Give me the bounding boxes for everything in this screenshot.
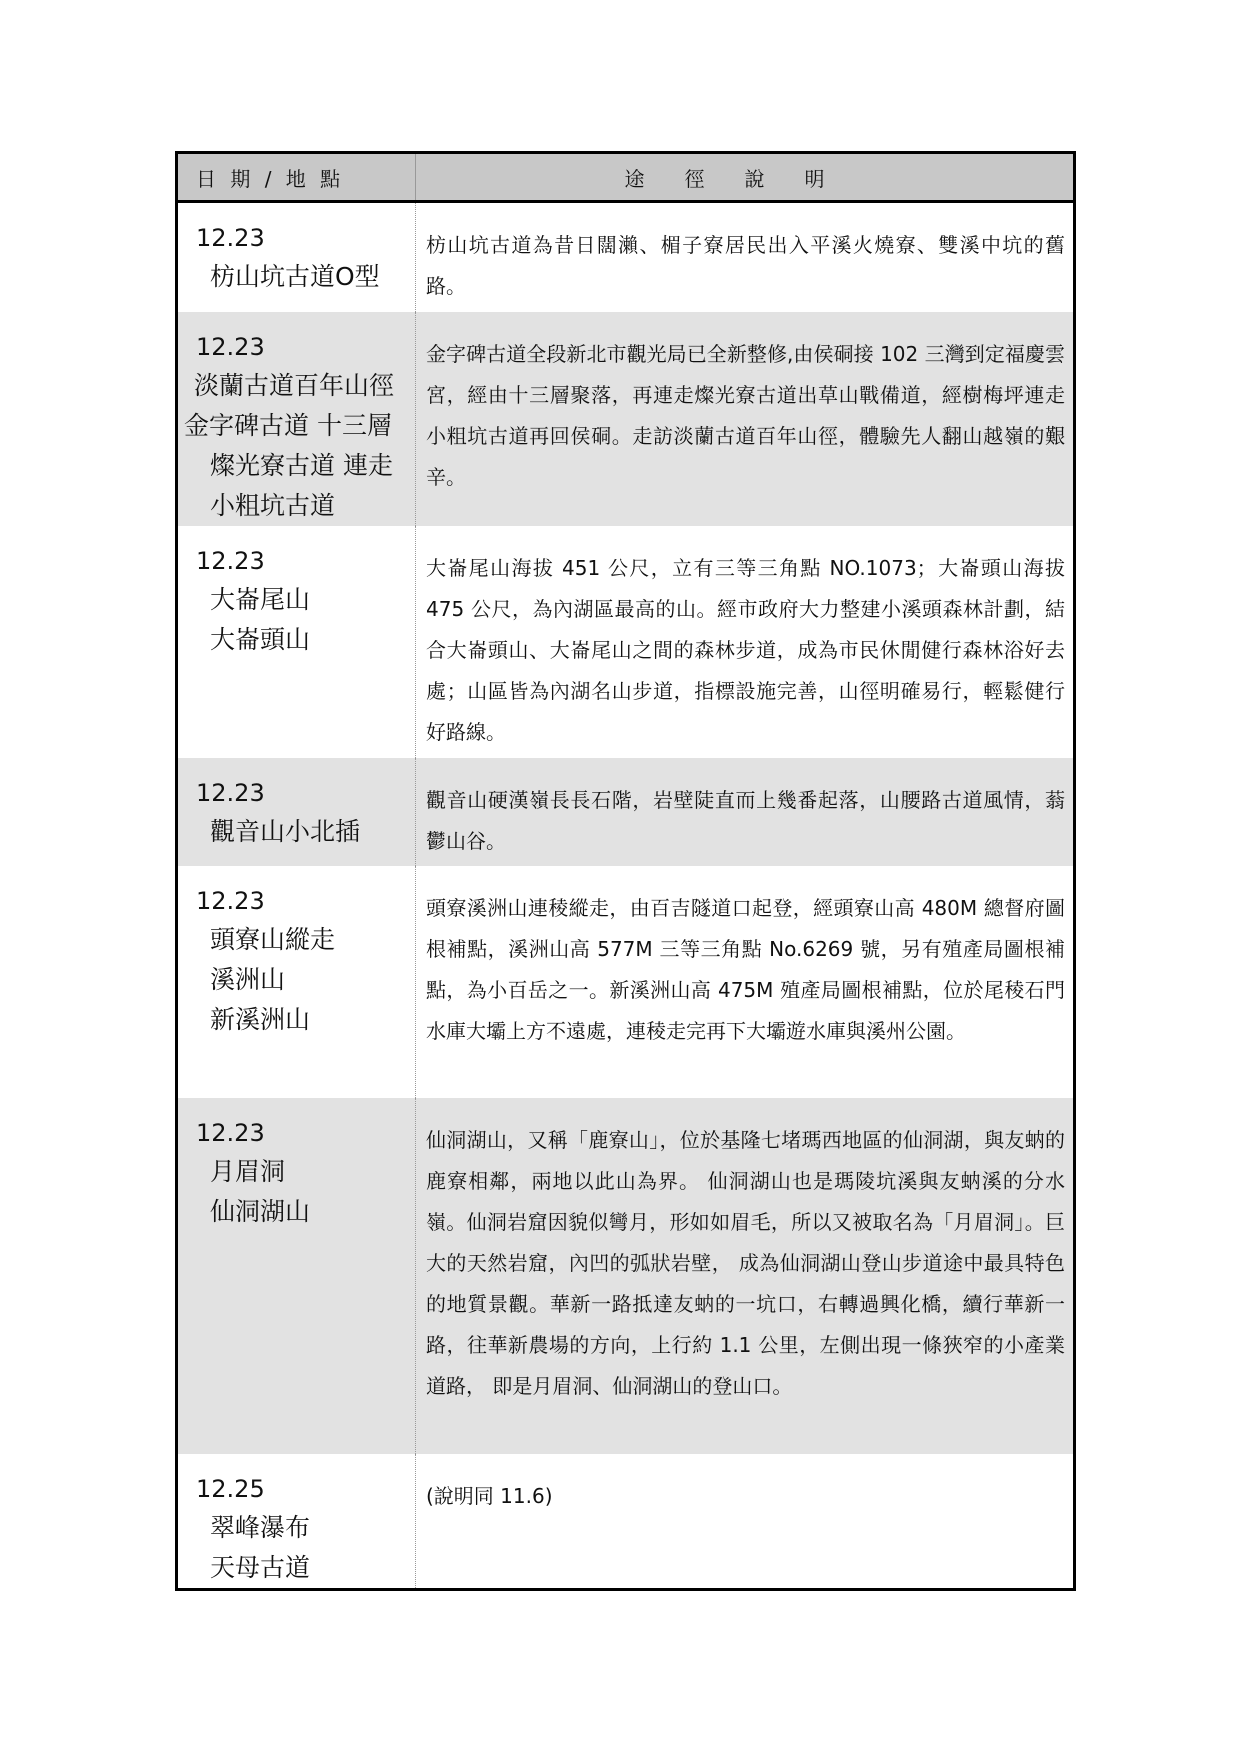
date-location-cell — [177, 202, 416, 312]
row-date: 12.23 — [196, 886, 265, 915]
header-date-location: 日 期 / 地 點 — [177, 153, 416, 202]
row-date: 12.23 — [196, 224, 265, 252]
table-row — [177, 1098, 1075, 1454]
row-place: 翠峰瀑布 — [210, 1512, 311, 1542]
date-location-cell — [177, 526, 416, 758]
table-row — [177, 526, 1075, 758]
date-location-cell — [177, 758, 416, 866]
row-date: 12.23 — [196, 546, 265, 575]
date-location-cell — [177, 312, 416, 526]
table-row — [177, 312, 1075, 526]
row-place: 新溪洲山 — [210, 1004, 311, 1034]
description-cell: 枋山坑古道為昔日闊瀨、楣子寮居民出入平溪火燒寮、雙溪中坑的舊路。 — [426, 233, 1065, 298]
row-place: 頭寮山縱走 — [210, 924, 336, 954]
row-date: 12.23 — [196, 1118, 265, 1147]
date-location-cell — [177, 866, 416, 1098]
table-row — [177, 866, 1075, 1098]
date-location-cell — [177, 1454, 416, 1590]
row-place: 淡蘭古道百年山徑 — [194, 370, 395, 400]
row-place: 燦光寮古道 連走 — [210, 450, 393, 480]
row-place: 小粗坑古道 — [210, 490, 336, 520]
date-location-cell — [177, 1098, 416, 1454]
row-place: 月眉洞 — [210, 1156, 286, 1186]
table-row — [177, 202, 1075, 312]
description-cell: 金字碑古道全段新北市觀光局已全新整修,由侯硐接 102 三灣到定福慶雲宮，經由十三層聚落，再連走燦光寮古道出草山戰備道，經樹梅坪連走小粗坑古道再回侯硐。走訪淡蘭古道百年山徑，體驗先人翻山越嶺的艱辛。 — [416, 312, 1075, 526]
row-place: 溪洲山 — [210, 964, 286, 994]
description-cell: (說明同 11.6) — [426, 1483, 553, 1508]
row-place: 大崙尾山 — [210, 584, 311, 614]
row-place: 天母古道 — [210, 1552, 311, 1582]
row-place: 枋山坑古道O型 — [210, 262, 380, 291]
header-row — [177, 153, 1075, 202]
description-cell: 大崙尾山海拔 451 公尺，立有三等三角點 NO.1073；大崙頭山海拔 475 公尺，為內湖區最高的山。經市政府大力整建小溪頭森林計劃，結合大崙頭山、大崙尾山之間的森林步道，成為市民休閒健行森林浴好去處；山區皆為內湖名山步道，指標設施完善，山徑明確易行，輕鬆健行好路線。 — [426, 555, 1065, 744]
row-place: 仙洞湖山 — [210, 1196, 311, 1226]
table-row — [177, 1454, 1075, 1590]
row-place: 金字碑古道 十三層 — [184, 410, 392, 440]
table-row — [177, 758, 1075, 866]
row-place: 大崙頭山 — [210, 624, 311, 654]
description-cell: 仙洞湖山，又稱「鹿寮山」，位於基隆七堵瑪西地區的仙洞湖，與友蚋的鹿寮相鄰，兩地以此山為界。 仙洞湖山也是瑪陵坑溪與友蚋溪的分水嶺。仙洞岩窟因貌似彎月，形如如眉毛，所以又被取名為「月眉洞」。巨大的天然岩窟，內凹的弧狀岩壁， 成為仙洞湖山登山步道途中最具特色的地質景觀。華新一路抵達友蚋的一坑口，右轉過興化橋，續行華新一路，往華新農場的方向，上行約 1.1 公里，左側出現一條狹窄的小產業道路， 即是月眉洞、仙洞湖山的登山口。 — [416, 1098, 1075, 1454]
description-cell: 觀音山硬漢嶺長長石階，岩壁陡直而上幾番起落，山腰路古道風情，蓊鬱山谷。 — [416, 758, 1075, 866]
row-place: 觀音山小北插 — [210, 816, 361, 846]
row-date: 12.23 — [196, 332, 265, 361]
header-route-description: 途徑說明 — [416, 153, 1075, 202]
route-table — [175, 151, 1076, 1591]
row-date: 12.25 — [196, 1474, 265, 1503]
row-date: 12.23 — [196, 778, 265, 807]
description-cell: 頭寮溪洲山連稜縱走，由百吉隧道口起登，經頭寮山高 480M 總督府圖根補點，溪洲山高 577M 三等三角點 No.6269 號，另有殖產局圖根補點，為小百岳之一。新溪洲山高 475M 殖產局圖根補點，位於尾稜石門水庫大壩上方不遠處，連稜走完再下大壩遊水庫與溪州公園。 — [426, 895, 1065, 1043]
